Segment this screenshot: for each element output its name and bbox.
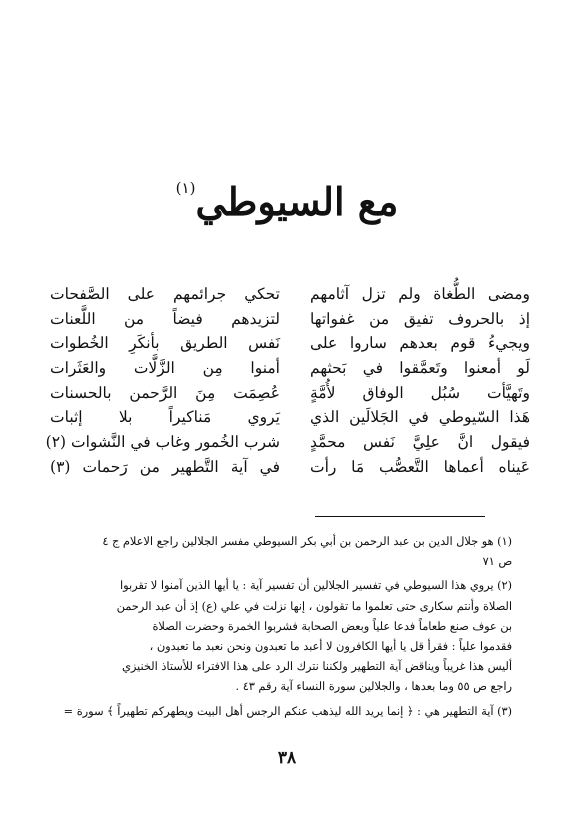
footnote-line: الصلاة وأنتم سكارى حتى تعلموا ما تقولون ، إنها نزلت في علي (ع) إذ أن عبد الرحمن: [116, 599, 512, 613]
verse-second-hemistich: شرب الخُمور وغاب في النَّشوات (٢): [45, 433, 280, 452]
footnote-1: [56, 532, 512, 572]
verse-second-hemistich: أمنوا مِن الزَّلَّات والعَثَرات: [50, 359, 280, 378]
verse-row: [50, 282, 530, 307]
verse-row: [50, 455, 530, 480]
footnote-line: راجع ص ٥٥ وما بعدها ، والجلالين سورة النساء آية رقم ٤٣ .: [235, 680, 512, 694]
footnote-line: (٣) آية التطهير هي : ﴿ إنما يريد الله ليذهب عنكم الرجس أهل البيت ويطهركم تطهيراً ﴾ سورة =: [63, 704, 512, 718]
verse-first-hemistich: وتَهيَّأت سُبُل الوفاق لأُمَّةٍ: [310, 383, 530, 402]
footnote-3: [56, 702, 512, 722]
verse-row: [50, 331, 530, 356]
verse-first-hemistich: ويجيءُ قوم بعدهم ساروا على: [310, 334, 530, 353]
footnote-line: ص ٧١: [482, 555, 512, 569]
verse-first-hemistich: هَذا السّيوطي في الجَلالَين الذي: [310, 408, 530, 427]
footnotes: [56, 532, 512, 726]
verse-row: [50, 381, 530, 406]
footnote-2: [56, 576, 512, 697]
title-footnote-marker: (١): [175, 179, 196, 197]
footnote-line: فقدموا علياً : فقرأ قل يا أيها الكافرون لا أعبد ما تعبدون ونحن نعبد ما تعبدون ،: [149, 640, 512, 654]
verse-first-hemistich: فيقول انَّ علِيَّ نَفس محمَّدٍ: [310, 433, 530, 452]
footnote-separator: [315, 516, 485, 517]
verse-second-hemistich: لتزيدهم فيضاً من اللَّعنات: [50, 309, 280, 328]
footnote-line: (١) هو جلال الدين بن عبد الرحمن بن أبي بكر السيوطي مفسر الجلالين راجع الاعلام ج ٤: [102, 535, 512, 548]
verse-second-hemistich: في آية التَّطهير من رَحمات (٣): [50, 457, 280, 476]
verse-first-hemistich: لَو أمعنوا وتَعمَّقوا في بَحثهم: [310, 359, 530, 378]
footnote-line: (٢) يروي هذا السيوطي في تفسير الجلالين أن تفسير آية : يا أيها الذين آمنوا لا تقربوا: [120, 579, 512, 593]
poem-verses: [45, 282, 530, 504]
verse-row: [45, 430, 530, 455]
footnote-line: بن عوف صنع طعاماً فدعا علياً وبعض الصحابة فشربوا الخمرة وحضرت الصلاة: [152, 619, 512, 633]
poem-title-text: مع السيوطي: [195, 179, 399, 224]
verse-first-hemistich: ومضى الطُّغاة ولم تزل آثامهم: [310, 285, 530, 303]
poem-title: [0, 160, 574, 230]
verse-first-hemistich: إذ بالحروف تفيق من غفواتها: [310, 309, 530, 328]
page-number: ٣٨: [277, 748, 297, 768]
verse-row: [50, 356, 530, 381]
verse-second-hemistich: نَفس الطريق بأنكَرِ الخُطوات: [50, 334, 280, 353]
verse-row: [50, 307, 530, 332]
verse-second-hemistich: عُصِمَت مِنَ الرَّحمن بالحسنات: [50, 383, 280, 402]
verse-first-hemistich: عَيناه أعماها التَّعصُّب مَا رأت: [310, 457, 530, 476]
verse-row: [50, 405, 530, 430]
footnote-line: أليس هذا غريباً ويناقض آية التطهير ولكننا نترك الرد على هذا الافتراء للأستاذ الخنيزي: [121, 660, 512, 674]
verse-second-hemistich: يَروي مَناكيراً بلا إثبات: [50, 408, 280, 427]
verse-second-hemistich: تحكي جرائمهم على الصَّفحات: [50, 285, 280, 303]
